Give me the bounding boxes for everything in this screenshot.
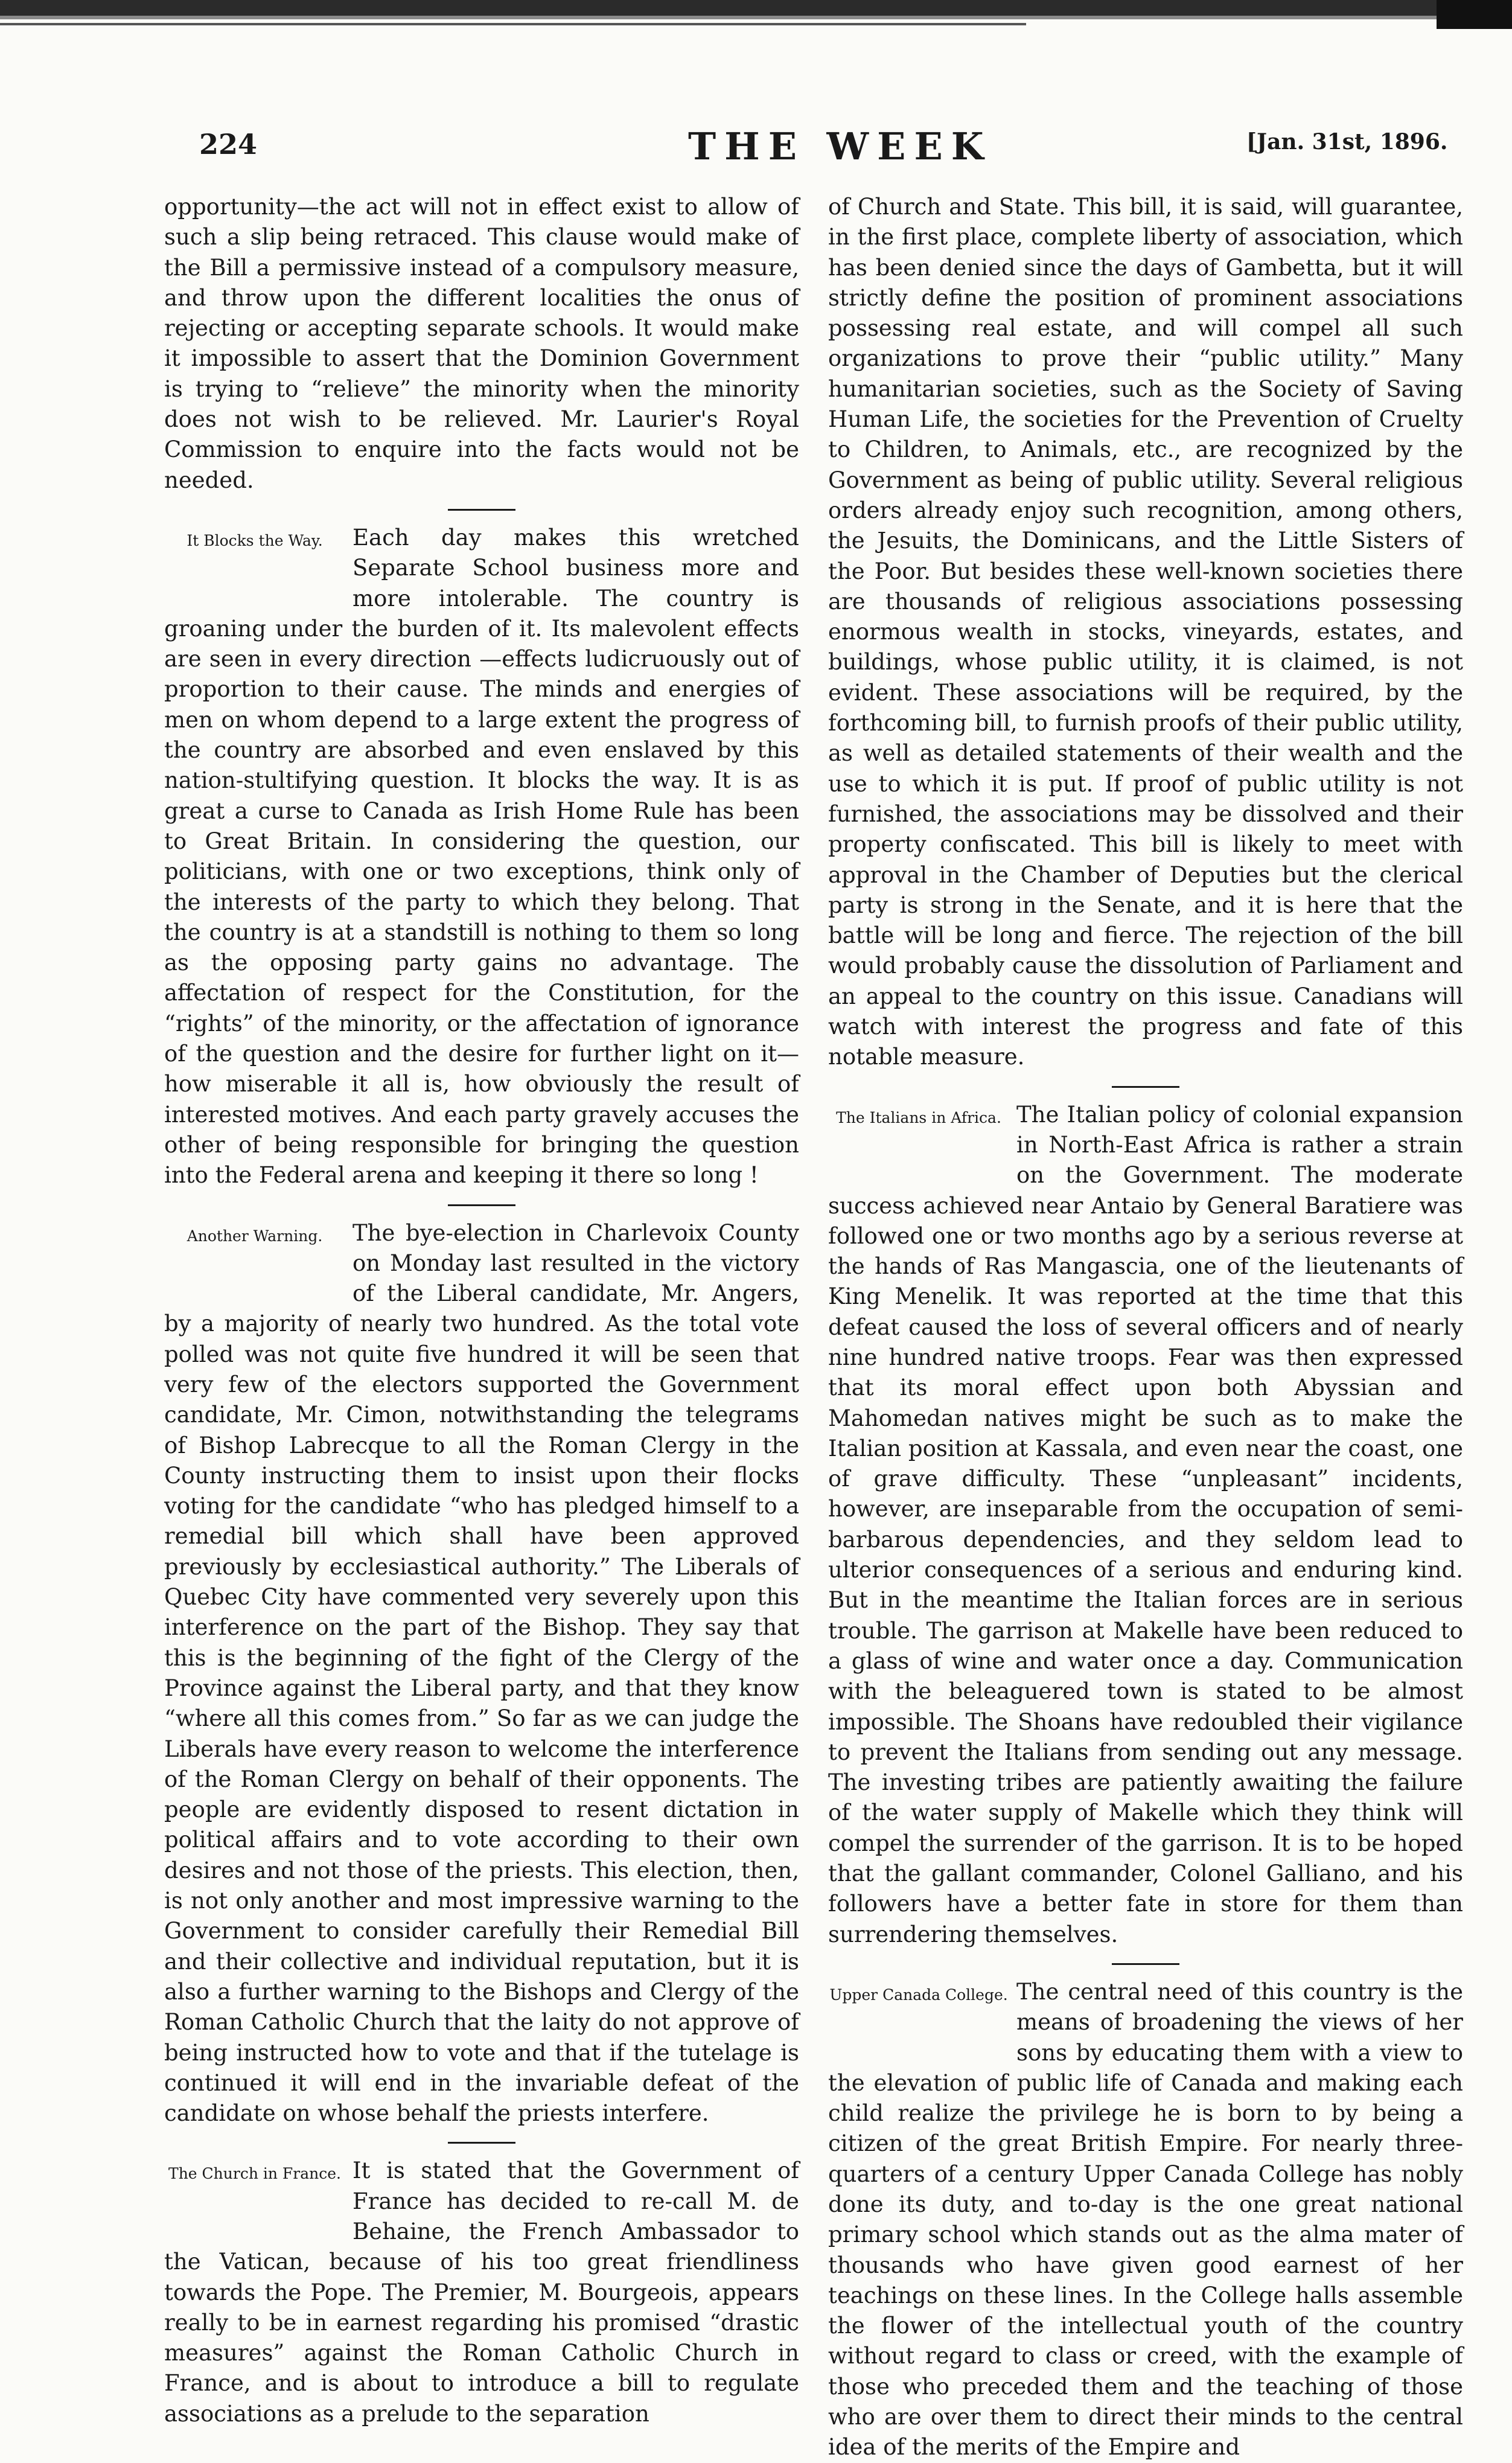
section-divider xyxy=(448,2142,515,2144)
right-intro-paragraph: of Church and State. This bill, it is said, will guarantee, in the first place, complete liberty of association, which has been denied since the days of Gambetta, but it will strictly define the position of prominent associations possessing real estate, and will compel all such organizations to prove their “public utility.” Many humanitarian societies, such as the Society of Saving Human Life, the societies for the Prevention of Cruelty to Children, to Animals, etc., are recognized by the Government as being of public utility. Several religious orders already enjoy such recognition, among others, the Jesuits, the Dominicans, and the Little Sisters of the Poor. But besides these well-known societies there are thousands of religious associations possessing enormous wealth in stocks, vineyards, estates, and buildings, whose public utility, it is claimed, is not evident. These associations will be required, by the forthcoming bill, to furnish proofs of their public utility, as well as detailed statements of their wealth and the use to which it is put. If proof of public utility is not furnished, the associations may be dissolved and their property confiscated. This bill is likely to meet with approval in the Chamber of Deputies but the clerical party is strong in the Senate, and it is here that the battle will be long and fierce. The rejection of the bill would probably cause the dissolution of Parliament and an appeal to the country on this issue. Canadians will watch with interest the progress and fate of this notable measure. xyxy=(828,194,1463,1070)
section-divider xyxy=(1112,1963,1179,1965)
sidenote: The Italians in Africa. xyxy=(836,1108,1001,1126)
article-upper-canada-college xyxy=(828,1977,1463,2463)
section-divider xyxy=(1112,1086,1179,1088)
left-column xyxy=(164,192,799,2429)
article-text: The central need of this country is the means of broadening the views of her sons by educating them with a view to the elevation of public life of Canada and making each child realize the privilege he is born to by being a citizen of the great British Empire. For nearly three-quarters of a century Upper Canada College has nobly done its duty, and to-day is the one great national primary school which stands out as the alma mater of thousands who have given good earnest of her teachings on these lines. In the College halls assemble the flower of the intellectual youth of the country without regard to class or creed, with the example of those who preceded them and the teaching of those who are over them to direct their minds to the central idea of the merits of the Empire and xyxy=(828,1978,1463,2461)
sidenote: Another Warning. xyxy=(187,1227,323,1245)
section-divider xyxy=(448,1204,515,1206)
article-church-in-france xyxy=(164,2156,799,2429)
article-text: It is stated that the Government of France has decided to re-call M. de Behaine, the French Ambassador to the Vatican, because of his too great friendliness towards the Pope. The Premier, M. Bourgeois, appears really to be in earnest regarding his promised “drastic measures” against the Roman Catholic Church in France, and is about to introduce a bill to regulate associations as a prelude to the separation xyxy=(164,2158,799,2427)
sidenote: It Blocks the Way. xyxy=(187,531,323,549)
article-text: Each day makes this wretched Separate School business more and more intolerable. The country is groaning under the burden of it. Its malevolent effects are seen in every direction —effects ludicruously out of proportion to their cause. The minds and energies of men on whom depend to a large extent the progress of the country are absorbed and even enslaved by this nation-stultifying question. It blocks the way. It is as great a curse to Canada as Irish Home Rule has been to Great Britain. In considering the question, our politicians, with one or two exceptions, think only of the interests of the party to which they belong. That the country is at a standstill is nothing to them so long as the opposing party gains no advantage. The affectation of respect for the Constitution, for the “rights” of the minority, or the affectation of ignorance of the question and the desire for further light on it—how miserable it all is, how obviously the result of interested motives. And each party gravely accuses the other of being responsible for bringing the question into the Federal arena and keeping it there so long ! xyxy=(164,524,799,1189)
right-column xyxy=(828,192,1463,2463)
section-divider xyxy=(448,509,515,511)
page-number: 224 xyxy=(199,128,258,161)
left-intro-paragraph: opportunity—the act will not in effect exist to allow of such a slip being retraced. This clause would make of the Bill a permissive instead of a compulsory measure, and throw upon the different localities the onus of rejecting or accepting separate schools. It would make it impossible to assert that the Dominion Government is trying to “relieve” the minority when the minority does not wish to be relieved. Mr. Laurier's Royal Commission to enquire into the facts would not be needed. xyxy=(164,194,799,493)
article-text: The Italian policy of colonial expansion in North-East Africa is rather a strain on the Government. The moderate success achieved near Antaio by General Baratiere was followed one or two months ago by a serious reverse at the hands of Ras Mangascia, one of the lieutenants of King Menelik. It was reported at the time that this defeat caused the loss of several officers and of nearly nine hundred native troops. Fear was then expressed that its moral effect upon both Abyssian and Mahomedan natives might be such as to make the Italian position at Kassala, and even near the coast, one of grave difficulty. These “unpleasant” incidents, however, are inseparable from the occupation of semi-barbarous dependencies, and they seldom lead to ulterior consequences of a serious and enduring kind. But in the meantime the Italian forces are in serious trouble. The garrison at Makelle have been reduced to a glass of wine and water once a day. Communication with the beleaguered town is stated to be almost impossible. The Shoans have redoubled their vigilance to prevent the Italians from sending out any message. The investing tribes are patiently awaiting the failure of the water supply of Makelle which they think will compel the surrender of the garrison. It is to be hoped that the gallant commander, Colonel Galliano, and his followers have a better fate in store for them than surrendering themselves. xyxy=(828,1101,1463,1947)
page-header xyxy=(0,0,1512,181)
article-another-warning xyxy=(164,1218,799,2129)
article-text: The bye-election in Charlevoix County on Monday last resulted in the victory of the Liberal candidate, Mr. Angers, by a majority of nearly two hundred. As the total vote polled was not quite five hundred it will be seen that very few of the electors supported the Government candidate, Mr. Cimon, notwithstanding the telegrams of Bishop Labrecque to all the Roman Clergy in the County instructing them to insist upon their flocks voting for the candidate “who has pledged himself to a remedial bill which shall have been approved previously by ecclesiastical authority.” The Liberals of Quebec City have commented very severely upon this interference on the part of the Bishop. They say that this is the beginning of the fight of the Clergy of the Province against the Liberal party, and that they know “where all this comes from.” So far as we can judge the Liberals have every reason to welcome the interference of the Roman Clergy on behalf of their opponents. The people are evidently disposed to resent dictation in political affairs and to vote according to their own desires and not those of the priests. This election, then, is not only another and most impressive warning to the Government to consider carefully their Remedial Bill and their collective and individual reputation, but it is also a further warning to the Bishops and Clergy of the Roman Catholic Church that the laity do not approve of being instructed how to vote and that if the tutelage is continued it will end in the invariable defeat of the candidate on whose behalf the priests interfere. xyxy=(164,1219,799,2127)
article-italians-in-africa xyxy=(828,1100,1463,1950)
issue-date: [Jan. 31st, 1896. xyxy=(1246,129,1448,155)
article-it-blocks-the-way xyxy=(164,523,799,1191)
publication-title: THE WEEK xyxy=(688,124,992,168)
sidenote: The Church in France. xyxy=(168,2165,341,2183)
sidenote: Upper Canada College. xyxy=(829,1985,1008,2004)
